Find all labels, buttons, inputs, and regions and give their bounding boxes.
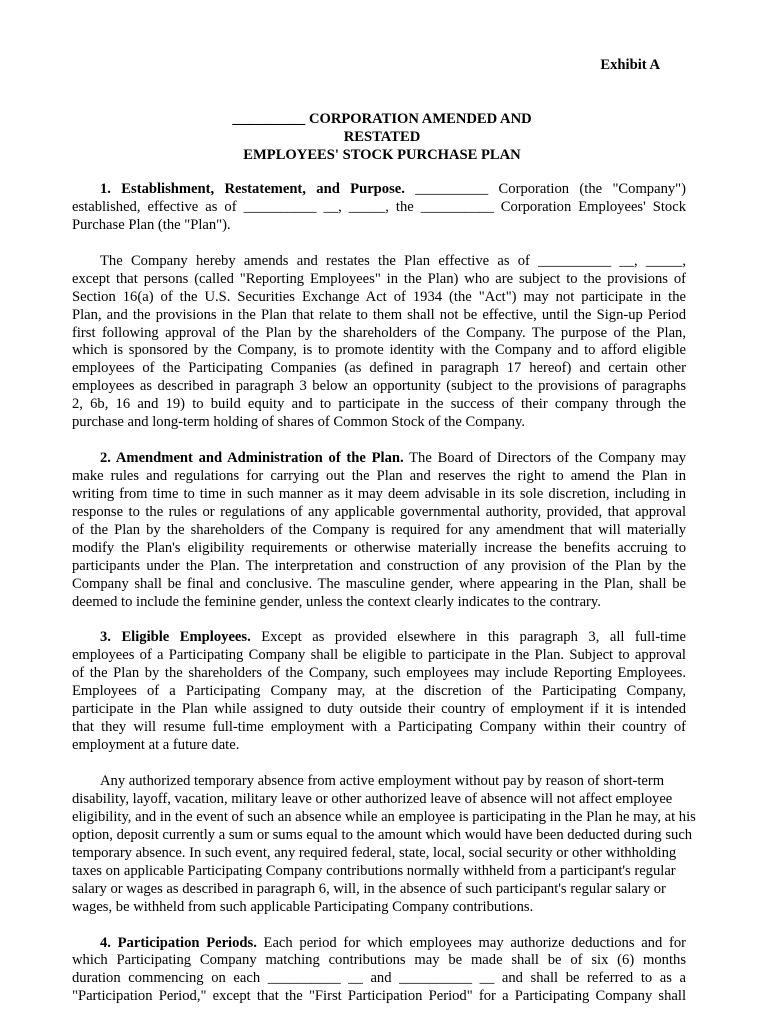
- line-text: The Company hereby amends and restates the Plan effective as of __________ __, _____,: [100, 252, 686, 269]
- line-text: participants under the Plan. The interpretation and construction of any provision of the Plan by the: [72, 557, 686, 574]
- line-text: Purchase Plan (the "Plan").: [72, 216, 231, 233]
- line-text: salary or wages as described in paragraph 6, will, in the absence of such participant's regular salary or: [72, 880, 666, 897]
- line-text: Section 16(a) of the U.S. Securities Exchange Act of 1934 (the "Act") may not participate in the: [72, 288, 686, 305]
- section-heading: 4. Participation Periods.: [100, 934, 257, 951]
- text-line: [72, 988, 686, 1006]
- document-title: [72, 110, 692, 164]
- line-text: eligibility, and in the event of such an absence while an employee is participating in the Plan he may, at his: [72, 808, 696, 825]
- line-text: Except as provided elsewhere in this paragraph 3, all full-time: [250, 629, 686, 646]
- text-line: [72, 486, 686, 504]
- text-line: [72, 468, 686, 486]
- text-line: [72, 217, 686, 235]
- exhibit-label: Exhibit A: [600, 57, 660, 73]
- text-line: [72, 970, 686, 988]
- line-text: writing from time to time in such manner as it may deem advisable in its sole discretion, including in: [72, 485, 686, 502]
- text-line: [72, 665, 686, 683]
- line-text: 2, 6b, 16 and 19) to build equity and to participate in the success of their company through the: [72, 396, 686, 413]
- text-line: [72, 629, 686, 647]
- section-heading: 2. Amendment and Administration of the Plan.: [100, 450, 404, 467]
- line-text: Each period for which employees may authorize deductions and for: [256, 934, 686, 951]
- text-line: [72, 791, 686, 809]
- text-line: [72, 342, 686, 360]
- text-line: [72, 271, 686, 289]
- title-line: EMPLOYEES' STOCK PURCHASE PLAN: [243, 147, 521, 163]
- line-text: that they will resume full-time employment with a Participating Company within their country of: [72, 719, 686, 736]
- section-4-participation-periods: [72, 935, 686, 1007]
- text-line: [72, 863, 686, 881]
- line-text: taxes on applicable Participating Company contributions normally withheld from a participant's regular: [72, 862, 676, 879]
- line-text: which is sponsored by the Company, is to promote identity with the Company and to afford eligible: [72, 342, 686, 359]
- section-1-amendment-paragraph: [72, 253, 686, 432]
- section-2-amendment-administration: [72, 450, 686, 611]
- text-line: [72, 414, 686, 432]
- text-line: [72, 719, 686, 737]
- text-line: [72, 504, 686, 522]
- line-text: Plan, and the provisions in the Plan that relate to them shall not be effective, until the Sign-up Period: [72, 306, 686, 323]
- text-line: [72, 881, 686, 899]
- text-line: [72, 253, 686, 271]
- text-line: [72, 826, 693, 845]
- text-line: [72, 845, 686, 863]
- line-text: Employees of a Participating Company may, at the discretion of the Participating Company,: [72, 683, 686, 700]
- text-line: [72, 181, 686, 199]
- text-line: [72, 576, 686, 594]
- line-text: Company shall be final and conclusive. The masculine gender, where appearing in the Plan, shall be: [72, 575, 686, 592]
- title-line: RESTATED: [343, 129, 421, 145]
- text-line: [72, 199, 686, 217]
- line-text: "Participation Period," except that the "First Participation Period" for a Participating Company shall: [72, 988, 686, 1005]
- text-line: [72, 378, 686, 396]
- line-text: deemed to include the feminine gender, unless the context clearly indicates to the contrary.: [72, 593, 601, 610]
- text-line: [72, 450, 686, 468]
- text-line: [72, 558, 686, 576]
- section-3-eligible-employees: [72, 629, 686, 755]
- line-text: employees as described in paragraph 3 below an opportunity (subject to the provisions of paragraphs: [72, 378, 686, 395]
- line-text: make rules and regulations for carrying out the Plan and reserves the right to amend the Plan in: [72, 468, 686, 484]
- text-line: [72, 808, 696, 827]
- text-line: [72, 522, 686, 540]
- text-line: [72, 647, 686, 665]
- document-body: [72, 181, 696, 1024]
- line-text: modify the Plan's eligibility requirements or otherwise materially increase the benefits accruing to: [72, 539, 686, 556]
- section-heading: 3. Eligible Employees.: [100, 629, 251, 646]
- line-text: __________ Corporation (the "Company"): [404, 181, 686, 197]
- line-text: duration commencing on each __________ __ and __________ __ and shall be referred to as a: [72, 970, 686, 987]
- line-text: which Participating Company matching contributions may be made shall be of six (6) months: [72, 952, 686, 969]
- text-line: [72, 325, 686, 343]
- line-text: employment at a future date.: [72, 737, 240, 754]
- text-line: [72, 307, 686, 325]
- text-line: [72, 952, 686, 970]
- line-text: wages, be withheld from such applicable Participating Company contributions.: [72, 898, 534, 915]
- line-text: response to the rules or regulations of any applicable governmental authority, provided, that approval: [72, 503, 686, 520]
- line-text: option, deposit currently a sum or sums equal to the amount which would have been deducted during such: [72, 826, 693, 843]
- title-line: __________ CORPORATION AMENDED AND: [232, 111, 532, 127]
- text-line: [72, 683, 686, 701]
- line-text: employees of a Participating Company shall be eligible to participate in the Plan. Subject to approval: [72, 647, 686, 664]
- line-text: of the Plan by the shareholders of the Company is required for any amendment that will materially: [72, 521, 686, 538]
- text-line: [72, 737, 686, 755]
- text-line: [72, 773, 686, 791]
- line-text: Any authorized temporary absence from active employment without pay by reason of short-term: [100, 772, 665, 789]
- text-line: [72, 899, 686, 917]
- line-text: of the Plan by the shareholders of the Company, such employees may include Reporting Employees.: [72, 665, 686, 682]
- text-line: [72, 396, 686, 414]
- text-line: [72, 540, 686, 558]
- line-text: established, effective as of __________ __, _____, the __________ Corporation Employees' Stock: [72, 198, 686, 215]
- section-1-establishment: [72, 181, 686, 235]
- section-3-temporary-absence: [72, 772, 696, 917]
- line-text: first following approval of the Plan by the shareholders of the Company. The purpose of the Plan,: [72, 324, 686, 341]
- line-text: temporary absence. In such event, any required federal, state, local, social security or other withholding: [72, 844, 677, 861]
- section-heading: 1. Establishment, Restatement, and Purpose.: [100, 181, 405, 197]
- text-line: [72, 594, 686, 612]
- text-line: [72, 289, 686, 307]
- text-line: [72, 701, 686, 719]
- line-text: except that persons (called "Reporting Employees" in the Plan) who are subject to the provisions of: [72, 270, 686, 287]
- line-text: employees of the Participating Companies (as defined in paragraph 17 hereof) and certain other: [72, 360, 686, 377]
- text-line: [72, 360, 686, 378]
- line-text: participate in the Plan while assigned to duty outside their country of employment if it is intended: [72, 701, 686, 718]
- line-text: disability, layoff, vacation, military leave or other authorized leave of absence will not affect employee: [72, 790, 673, 807]
- text-line: [72, 935, 686, 953]
- line-text: The Board of Directors of the Company may: [403, 450, 686, 467]
- line-text: purchase and long-term holding of shares of Common Stock of the Company.: [72, 414, 525, 431]
